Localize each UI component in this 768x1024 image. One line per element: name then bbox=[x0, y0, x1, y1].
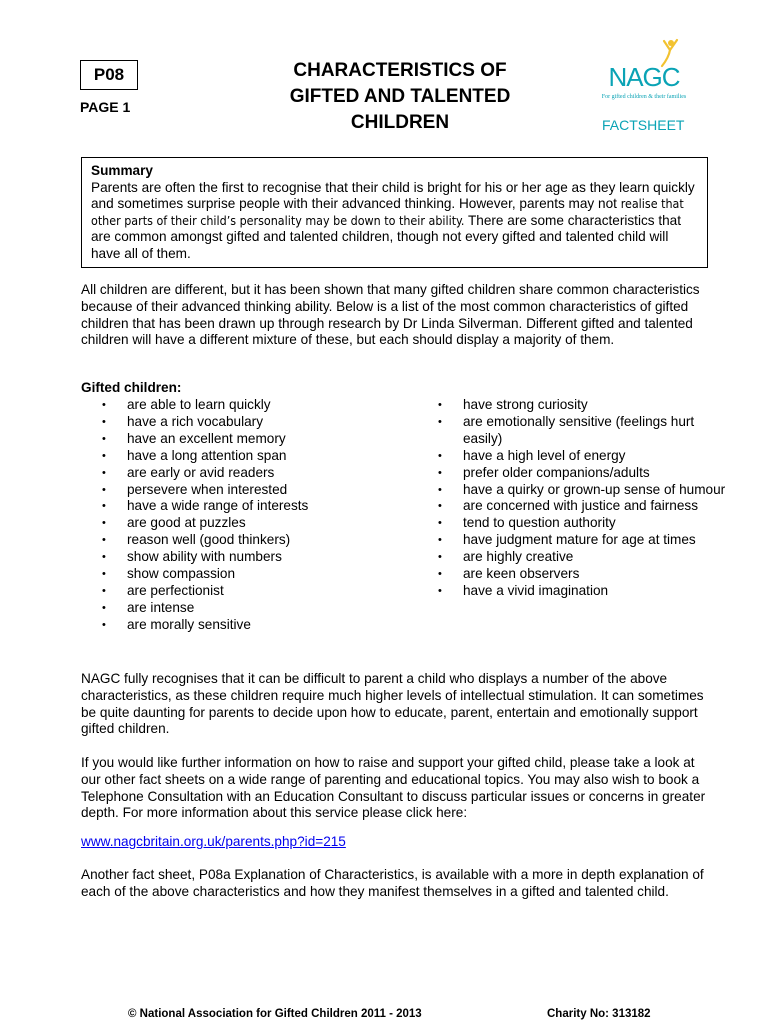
list-item: • have a wide range of interests bbox=[81, 498, 381, 515]
intro-paragraph: All children are different, but it has been shown that many gifted children share common characteristics because of their advanced thinking ability. Below is a list of the most common characteristics of gifted children that has been drawn up through research by Dr Linda Silverman. Different gifted and talented children will have a different mixture of these, but each should display a majority of them. bbox=[81, 282, 700, 348]
summary-box bbox=[81, 157, 708, 268]
summary-text-part: realise that other parts of their child’s personality may be down to their ability. bbox=[91, 196, 684, 228]
list-item: • show ability with numbers bbox=[81, 549, 381, 566]
nagc-logo bbox=[598, 38, 690, 108]
page-label: PAGE 1 bbox=[80, 99, 131, 115]
list-item: • have a rich vocabulary bbox=[81, 414, 381, 431]
gifted-children-heading: Gifted children: bbox=[81, 380, 182, 395]
list-item: • are keen observers bbox=[417, 566, 727, 583]
document-code-box: P08 bbox=[80, 60, 138, 90]
list-item: • reason well (good thinkers) bbox=[81, 532, 381, 549]
footer-copyright: © National Association for Gifted Children 2011 - 2013 bbox=[128, 1008, 422, 1020]
logo-wordmark: NAGC bbox=[608, 62, 680, 92]
list-item: • are intense bbox=[81, 600, 381, 617]
title-line: GIFTED AND TALENTED bbox=[289, 86, 511, 107]
list-item: • have a vivid imagination bbox=[417, 583, 727, 600]
summary-text-part: There are some characteristics that are common amongst gifted and talented children, though not every gifted and talented child will have all of them. bbox=[91, 212, 682, 261]
list-item: • have an excellent memory bbox=[81, 431, 381, 448]
summary-text-part: Parents are often the first to recognise that their child is bright for his or her age as they learn quickly and sometimes surprise people with their advanced thinking. However, parents may not bbox=[91, 179, 695, 212]
list-item: • have a high level of energy bbox=[417, 448, 727, 465]
title-line: CHILDREN bbox=[350, 112, 450, 133]
list-item: • have a quirky or grown-up sense of humour bbox=[417, 482, 727, 499]
characteristics-list-left bbox=[81, 397, 381, 634]
summary-text bbox=[91, 180, 698, 263]
parents-page-link[interactable]: www.nagcbritain.org.uk/parents.php?id=215 bbox=[81, 834, 346, 849]
list-item: • are good at puzzles bbox=[81, 515, 381, 532]
list-item: • show compassion bbox=[81, 566, 381, 583]
logo-tagline: For gifted children & their families bbox=[601, 94, 687, 100]
summary-title: Summary bbox=[91, 163, 153, 178]
list-item: • have a long attention span bbox=[81, 448, 381, 465]
list-item: • are early or avid readers bbox=[81, 465, 381, 482]
title-line: CHARACTERISTICS OF bbox=[293, 60, 507, 81]
further-info-paragraph: If you would like further information on how to raise and support your gifted child, please take a look at our other fact sheets on a wide range of parenting and educational topics. You may also wish to book a Telephone Consultation with an Education Consultant to discuss particular issues or concerns in greater depth. For more information about this service please click here: bbox=[81, 755, 706, 821]
list-item: • are highly creative bbox=[417, 549, 727, 566]
list-item: • are morally sensitive bbox=[81, 617, 381, 634]
list-item: • persevere when interested bbox=[81, 482, 381, 499]
list-item: • have strong curiosity bbox=[417, 397, 727, 414]
footer-charity-number: Charity No: 313182 bbox=[547, 1008, 651, 1020]
characteristics-list-right bbox=[417, 397, 727, 600]
list-item: • tend to question authority bbox=[417, 515, 727, 532]
page-title bbox=[250, 58, 550, 136]
list-item: • have judgment mature for age at times bbox=[417, 532, 727, 549]
another-factsheet-paragraph: Another fact sheet, P08a Explanation of Characteristics, is available with a more in depth explanation of each of the above characteristics and how they manifest themselves in a gifted and talented child. bbox=[81, 867, 704, 899]
list-item: • are emotionally sensitive (feelings hurt easily) bbox=[417, 414, 727, 448]
list-item: • prefer older companions/adults bbox=[417, 465, 727, 482]
list-item: • are perfectionist bbox=[81, 583, 381, 600]
nagc-paragraph: NAGC fully recognises that it can be difficult to parent a child who displays a number of the above characteristics, as these children require much higher levels of intellectual stimulation. It can sometimes be quite daunting for parents to decide upon how to educate, parent, entertain and emotionally support gifted children. bbox=[81, 671, 704, 737]
list-item: • are concerned with justice and fairness bbox=[417, 498, 727, 515]
list-item: • are able to learn quickly bbox=[81, 397, 381, 414]
factsheet-label: FACTSHEET bbox=[602, 117, 685, 133]
